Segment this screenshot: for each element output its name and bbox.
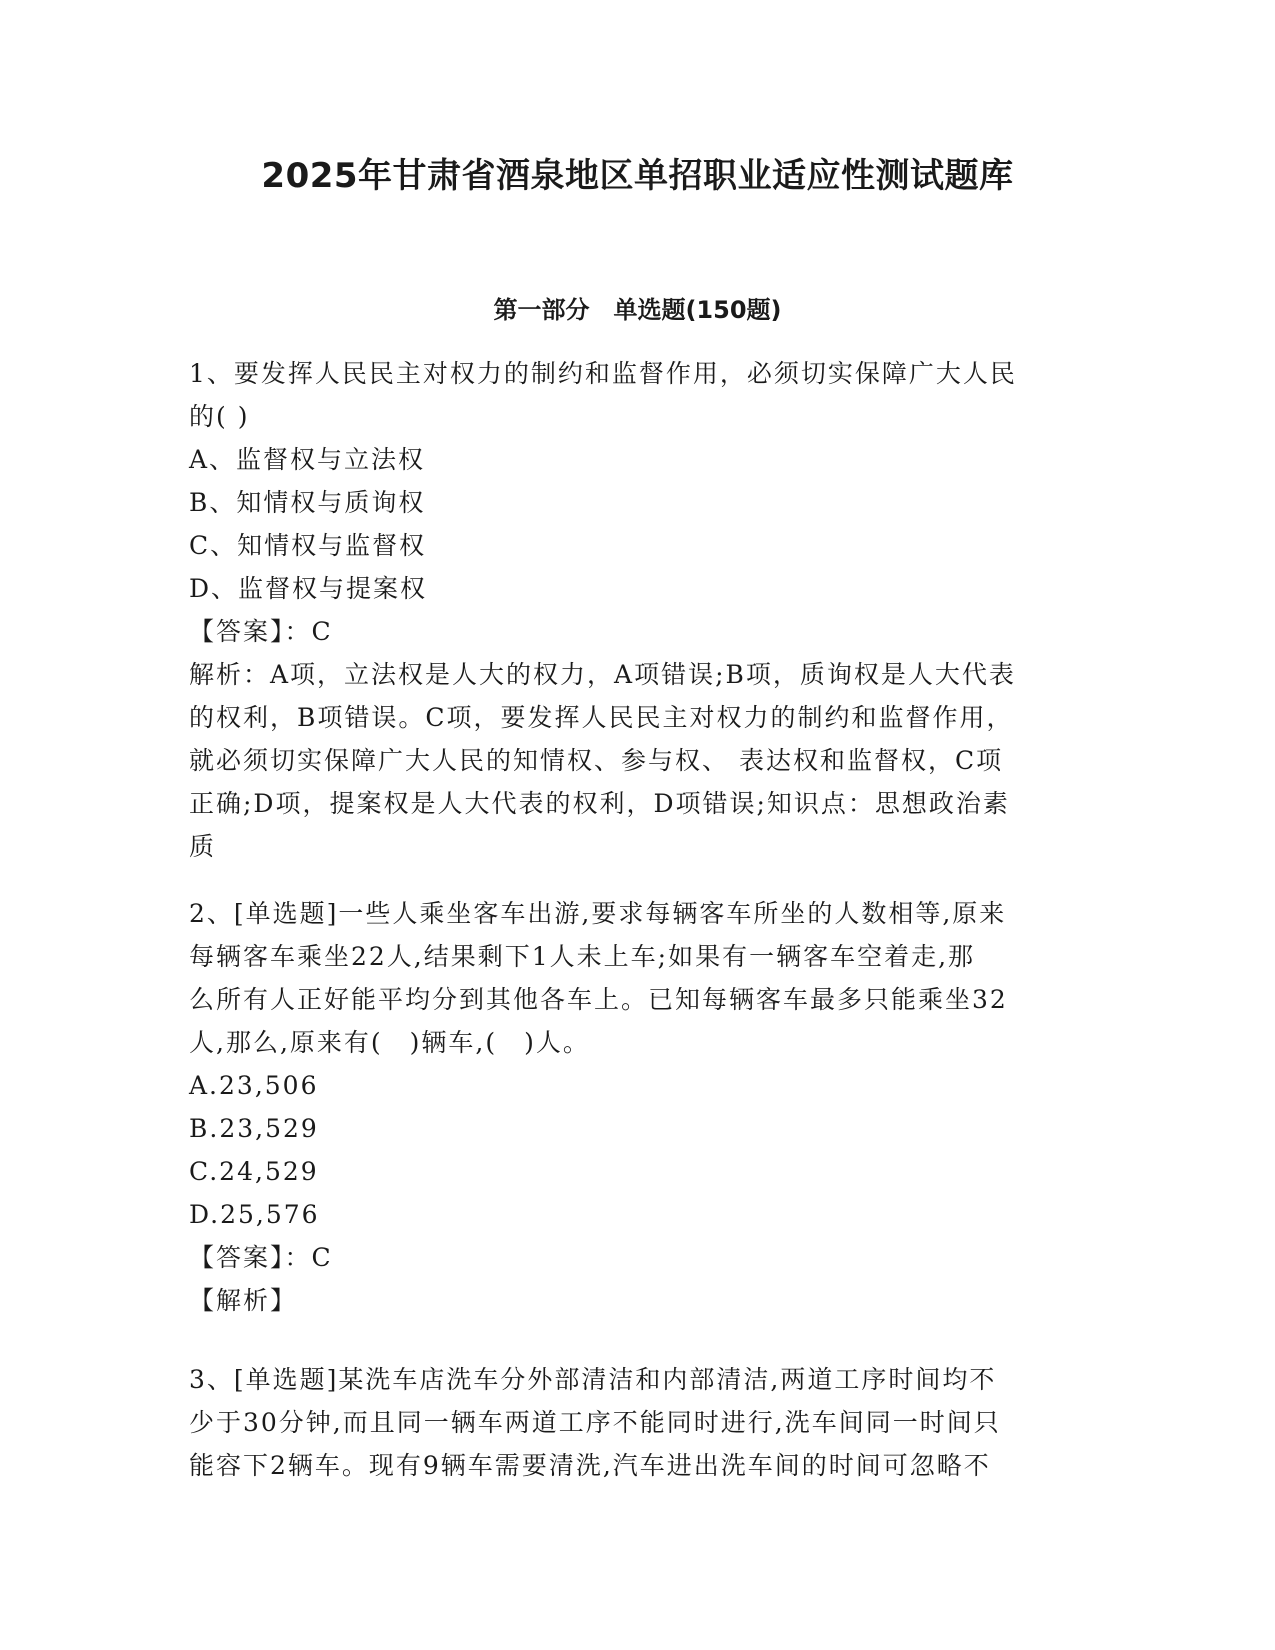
option-b: B、知情权与质询权: [189, 488, 426, 517]
analysis-line: 正确;D项，提案权是人大代表的权利，D项错误;知识点：思想政治素: [189, 789, 1010, 818]
option-d: D、监督权与提案权: [189, 574, 428, 603]
stem-line: 的( ): [189, 402, 250, 431]
analysis: [189, 653, 1084, 868]
option-d: D.25,576: [189, 1200, 320, 1229]
stem-line: 能容下2辆车。现有9辆车需要清洗,汽车进出洗车间的时间可忽略不: [189, 1451, 991, 1480]
stem-line: 么所有人正好能平均分到其他各车上。已知每辆客车最多只能乘坐32: [189, 985, 1008, 1014]
stem-line: 1、要发挥人民民主对权力的制约和监督作用，必须切实保障广大人民: [189, 359, 1017, 388]
option-c: C.24,529: [189, 1157, 319, 1186]
analysis-line: 的权利，B项错误。C项，要发挥人民民主对权力的制约和监督作用，: [189, 703, 1014, 732]
analysis-line: 就必须切实保障广大人民的知情权、参与权、 表达权和监督权，C项: [189, 746, 1004, 775]
option-a: A、监督权与立法权: [189, 445, 426, 474]
stem-line: 少于30分钟,而且同一辆车两道工序不能同时进行,洗车间同一时间只: [189, 1408, 1001, 1437]
answer-line: 【答案】：C: [189, 617, 333, 646]
stem-line: 3、[单选题]某洗车店洗车分外部清洁和内部清洁,两道工序时间均不: [189, 1365, 997, 1394]
option-a: A.23,506: [189, 1071, 319, 1100]
answer-line: 【答案】：C: [189, 1243, 333, 1272]
document-title: 2025年甘肃省酒泉地区单招职业适应性测试题库: [261, 156, 1014, 196]
question-stem: [189, 1358, 1084, 1487]
option-b: B.23,529: [189, 1114, 319, 1143]
stem-line: 每辆客车乘坐22人,结果剩下1人未上车;如果有一辆客车空着走,那: [189, 942, 976, 971]
option-c: C、知情权与监督权: [189, 531, 427, 560]
stem-line: 人,那么,原来有( )辆车,( )人。: [189, 1028, 590, 1057]
question-1: [189, 352, 1084, 868]
question-stem: [189, 892, 1084, 1064]
stem-line: 2、[单选题]一些人乘坐客车出游,要求每辆客车所坐的人数相等,原来: [189, 899, 1007, 928]
analysis-heading: 【解析】: [189, 1286, 298, 1315]
analysis-line: 解析：A项，立法权是人大的权力，A项错误;B项，质询权是人大代表: [189, 660, 1016, 689]
question-3: [189, 1358, 1084, 1487]
question-2: [189, 892, 1084, 1322]
question-stem: [189, 352, 1084, 438]
section-title: 第一部分 单选题(150题): [493, 296, 782, 324]
analysis-line: 质: [189, 832, 217, 861]
